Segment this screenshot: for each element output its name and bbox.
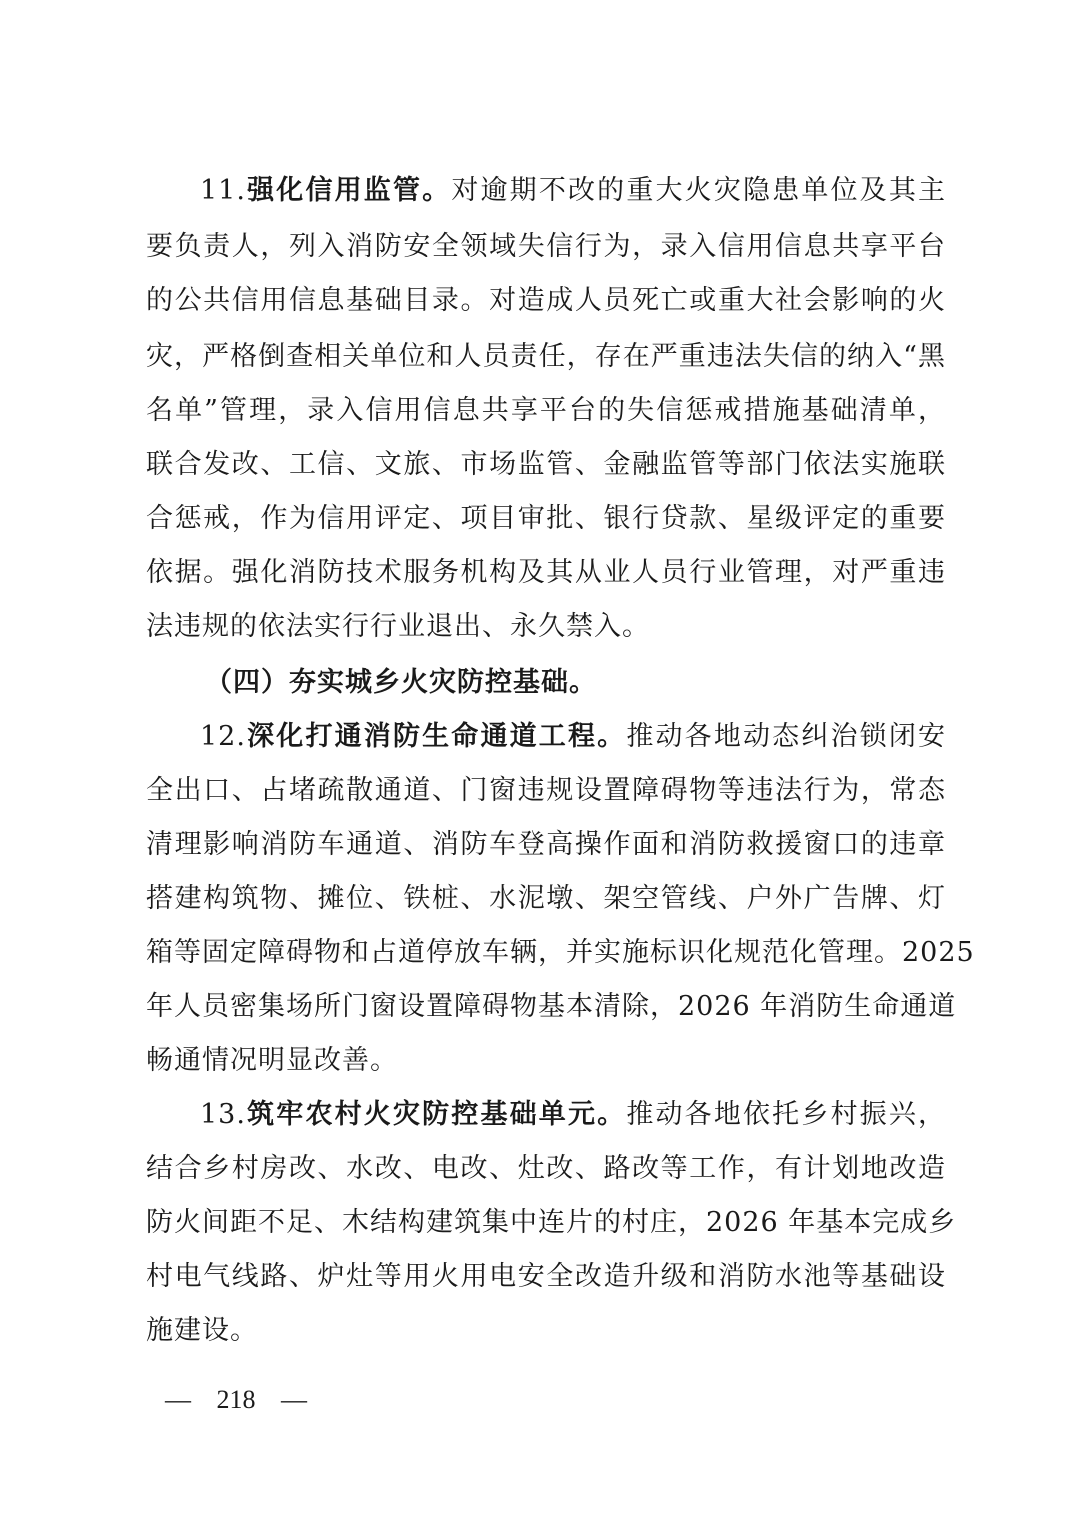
p11-line-6: 联合发改、工信、文旅、市场监管、金融监管等部门依法实施联 [146,449,946,480]
p12-line-3: 清理影响消防车通道、消防车登高操作面和消防救援窗口的违章 [146,829,946,860]
p11-line-9: 法违规的依法实行行业退出、永久禁入。 [146,611,650,642]
p11-line-2: 要负责人，列入消防安全领域失信行为，录入信用信息共享平台 [146,231,946,262]
p11-line-1 [200,164,946,218]
p12-line-4: 搭建构筑物、摊位、铁桩、水泥墩、架空管线、户外广告牌、灯 [146,883,946,914]
p13-line-5: 施建设。 [146,1315,258,1346]
p12-line-1 [200,710,946,764]
p12-line-2: 全出口、占堵疏散通道、门窗违规设置障碍物等违法行为，常态 [146,775,946,806]
p13-title: 筑牢农村火灾防控基础单元。 [245,1099,627,1130]
p12-line-5: 箱等固定障碍物和占道停放车辆，并实施标识化规范化管理。2025 [146,937,975,968]
p13-text: 推动各地依托乡村振兴， [626,1099,947,1130]
p12-number: 12. [200,721,246,752]
page-footer [160,1380,312,1420]
p13-line-4: 村电气线路、炉灶等用火用电安全改造升级和消防水池等基础设 [146,1261,946,1292]
p12-line-7: 畅通情况明显改善。 [146,1045,398,1076]
p11-line-4: 灾，严格倒查相关单位和人员责任，存在严重违法失信的纳入“黑 [146,341,946,372]
p11-line-7: 合惩戒，作为信用评定、项目审批、银行贷款、星级评定的重要 [146,503,946,534]
p12-line-6: 年人员密集场所门窗设置障碍物基本清除，2026 年消防生命通道 [146,991,957,1022]
p11-number: 11. [200,175,246,206]
p12-title: 深化打通消防生命通道工程。 [245,721,627,752]
footer-dash-left: — [165,1385,191,1414]
p13-line-2: 结合乡村房改、水改、电改、灶改、路改等工作，有计划地改造 [146,1153,946,1184]
p13-number: 13. [200,1099,246,1130]
p13-line-3: 防火间距不足、木结构建筑集中连片的村庄，2026 年基本完成乡 [146,1207,957,1238]
p11-line-3: 的公共信用信息基础目录。对造成人员死亡或重大社会影响的火 [146,285,946,316]
p11-line-5: 名单”管理，录入信用信息共享平台的失信惩戒措施基础清单， [146,395,946,426]
section-heading: （四）夯实城乡火灾防控基础。 [205,667,597,698]
footer-dash-right: — [281,1385,307,1414]
p11-line-8: 依据。强化消防技术服务机构及其从业人员行业管理，对严重违 [146,557,946,588]
page-number: 218 [216,1385,256,1414]
p11-title: 强化信用监管。 [245,175,452,206]
p13-line-1 [200,1088,946,1142]
p11-text: 对逾期不改的重大火灾隐患单位及其主 [451,175,947,206]
p12-text: 推动各地动态纠治锁闭安 [626,721,947,752]
